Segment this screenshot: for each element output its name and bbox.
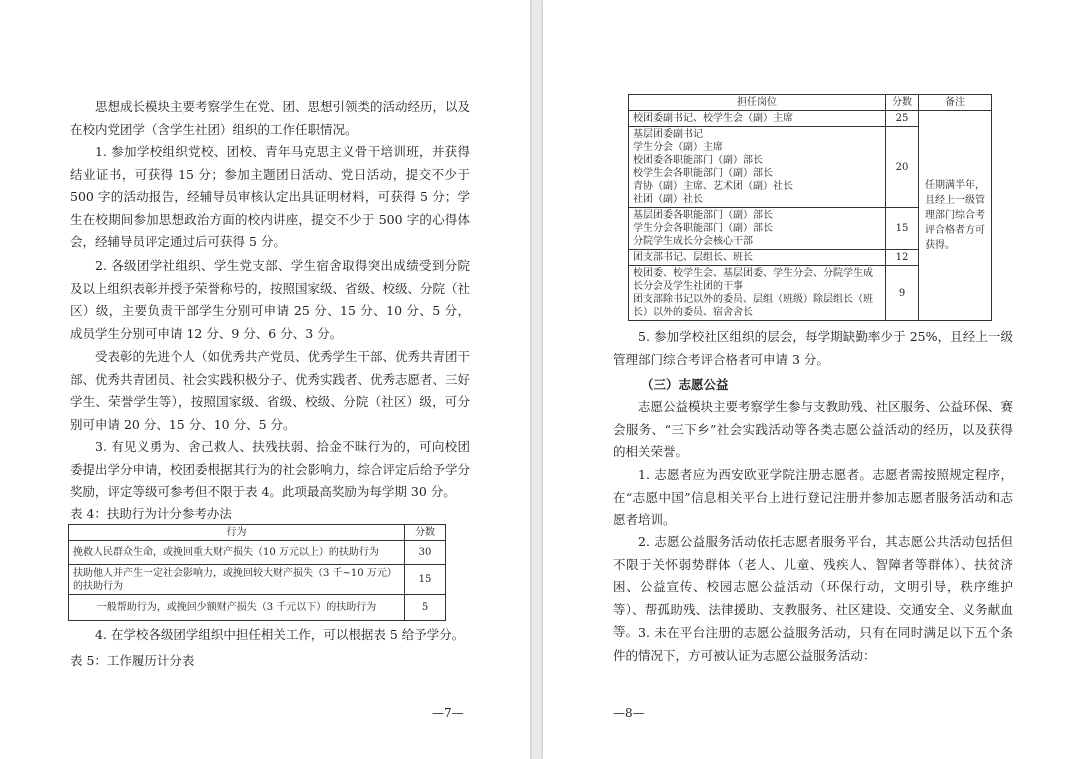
table-cell: 25 [886, 111, 919, 127]
table-header-row [629, 95, 992, 111]
page-8 [543, 0, 1080, 759]
table-row [69, 541, 446, 565]
table-header: 分数 [886, 95, 919, 111]
table-cell: 15 [405, 565, 446, 595]
table-cell: 基层团委副书记 学生分会（副）主席 校团委各职能部门（副）部长 校学生会各职能部门（副）部长 青协（副）主席、艺术团（副）社长 社团（副）社长 [629, 127, 886, 208]
table-cell: 15 [886, 208, 919, 250]
table5-caption: 表 5：工作履历计分表 [70, 653, 195, 668]
table-cell: 扶助他人并产生一定社会影响力，或挽回较大财产损失（3 千~10 万元）的扶助行为 [69, 565, 405, 595]
table4-caption: 表 4：扶助行为计分参考办法 [70, 506, 232, 521]
table-5 [628, 94, 992, 321]
table-row [69, 595, 446, 621]
table-4 [68, 524, 446, 621]
table-cell: 校团委、校学生会、基层团委、学生分会、分院学生成长分会及学生社团的干事 团支部除书记以外的委员、层组（班级）除层组长（班长）以外的委员、宿舍舍长 [629, 266, 886, 321]
p7-para-3: 3. 有见义勇为、舍己救人、扶残扶弱、拾金不昧行为的，可向校团委提出学分申请，校团委根据其行为的社会影响力，综合评定后给予学分奖励，评定等级可参考但不限于表 4。此项最高奖励为每学期 30 分。 [70, 439, 471, 499]
table-header: 担任岗位 [629, 95, 886, 111]
p7-para-1: 1. 参加学校组织党校、团校、青年马克思主义骨干培训班，并获得结业证书，可获得 15 分；参加主题团日活动、党日活动，提交不少于500 字的活动报告，经辅导员审核认定出具证明材料，可获得 5 分；学生在校期间参加思想政治方面的校内讲座，提交不少于 500 字的心得体会，经辅导员评定通过后可获得 5 分。 [70, 144, 470, 249]
table-note-cell: 任期满半年，且经上一级管理部门综合考评合格者方可获得。 [919, 111, 992, 321]
table-row [629, 111, 992, 127]
p8-para-intro: 志愿公益模块主要考察学生参与支教助残、社区服务、公益环保、赛会服务、“三下乡”社会实践活动等各类志愿公益活动的经历，以及获得的相关荣誉。 [613, 399, 1014, 459]
table-cell: 校团委副书记、校学生会（副）主席 [629, 111, 886, 127]
page-number: —7— [432, 706, 464, 720]
table-cell: 9 [886, 266, 919, 321]
table-cell: 一般帮助行为，或挽回少额财产损失（3 千元以下）的扶助行为 [69, 595, 405, 621]
table-cell: 基层团委各职能部门（副）部长 学生分会各职能部门（副）部长 分院学生成长分会核心干部 [629, 208, 886, 250]
table-row [69, 565, 446, 595]
p7-para-intro: 思想成长模块主要考察学生在党、团、思想引领类的活动经历，以及在校内党团学（含学生社团）组织的工作任职情况。 [70, 99, 471, 137]
page-number: —8— [613, 706, 645, 720]
p8-para-5: 5. 参加学校社区组织的层会，每学期缺勤率少于 25%，且经上一级管理部门综合考评合格者可申请 3 分。 [613, 329, 1013, 367]
table-header-row [69, 525, 446, 541]
table-header: 备注 [919, 95, 992, 111]
table-cell: 30 [405, 541, 446, 565]
table-cell: 5 [405, 595, 446, 621]
section-heading: （三）志愿公益 [641, 377, 729, 392]
table-header: 行为 [69, 525, 405, 541]
table-header: 分数 [405, 525, 446, 541]
p7-para-honors: 受表彰的先进个人（如优秀共产党员、优秀学生干部、优秀共青团干部、优秀共青团员、社会实践积极分子、优秀实践者、优秀志愿者、三好学生、荣誉学生等），按照国家级、省级、校级、分院（社区）级，可分别可申请 20 分、15 分、10 分、5 分。 [70, 349, 471, 432]
p8-para-3: 3. 未在平台注册的志愿公益服务活动，只有在同时满足以下五个条件的情况下，方可被认证为志愿公益服务活动： [613, 625, 1013, 663]
p8-para-2: 2. 志愿公益服务活动依托志愿者服务平台，其志愿公共活动包括但不限于关怀弱势群体（老人、儿童、残疾人、智障者等群体）、扶贫济困、公益宣传、校园志愿公益活动（环保行动，文明引导，秩序维护等）、帮孤助残、法律援助、支教服务、社区建设、交通安全、义务献血等。 [613, 534, 1013, 639]
p7-para-4: 4. 在学校各级团学组织中担任相关工作，可以根据表 5 给予学分。 [95, 627, 465, 642]
page-7 [0, 0, 530, 759]
table-cell: 挽救人民群众生命，或挽回重大财产损失（10 万元以上）的扶助行为 [69, 541, 405, 565]
table-cell: 20 [886, 127, 919, 208]
table-cell: 团支部书记、层组长、班长 [629, 250, 886, 266]
p7-para-2: 2. 各级团学社组织、学生党支部、学生宿舍取得突出成绩受到分院及以上组织表彰并授予荣誉称号的，按照国家级、省级、校级、分院（社区）级，主要负责干部学生分别可申请 25 分、15 分、10 分、5 分，成员学生分别可申请 12 分、9 分、6 分、3 分。 [70, 258, 471, 341]
p8-para-1: 1. 志愿者应为西安欧亚学院注册志愿者。志愿者需按照规定程序，在“志愿中国”信息相关平台上进行登记注册并参加志愿者服务活动和志愿者培训。 [613, 467, 1013, 527]
table-cell: 12 [886, 250, 919, 266]
